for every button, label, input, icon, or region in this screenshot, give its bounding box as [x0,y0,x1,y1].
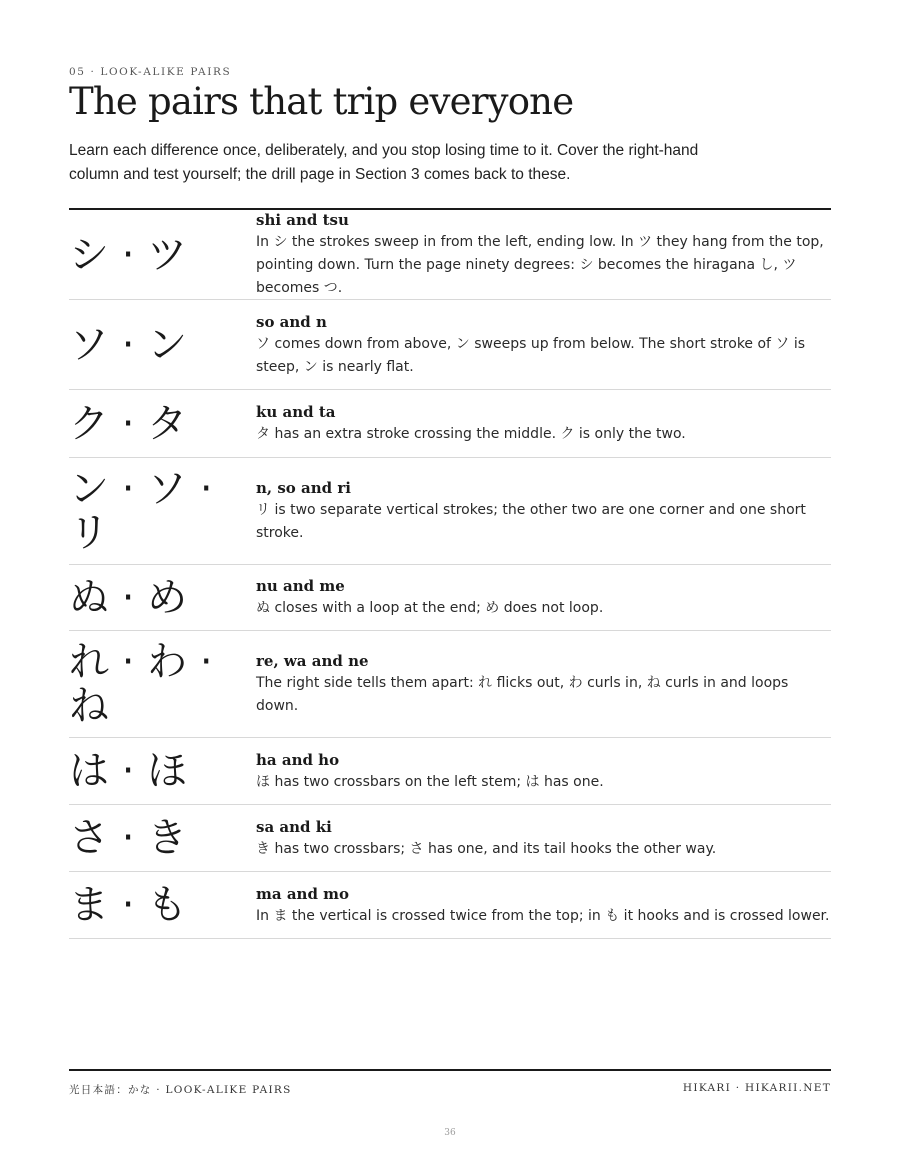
pair-description [256,209,831,300]
pair-explanation: In シ the strokes sweep in from the left, ending low. In ツ they hang from the top, pointing down. Turn the page ninety degrees: シ becomes the hiragana し, ツ becomes つ. [256,234,824,296]
pair-explanation: リ is two separate vertical strokes; the other two are one corner and one short stroke. [256,502,806,541]
intro-paragraph: Learn each difference once, deliberately, and you stop losing time to it. Cover the right-hand column and test yourself; the drill page in Section 3 comes back to these. [69,142,699,183]
page [69,0,831,1165]
pair-description [256,575,831,620]
pair-description [256,816,831,861]
pair-explanation: タ has an extra stroke crossing the middle. ク is only the two. [256,426,686,442]
pair-explanation: ぬ closes with a loop at the end; め does not loop. [256,600,604,616]
pair-characters: ま · も [69,882,188,928]
pair-description [256,883,831,928]
pair-explanation: き has two crossbars; さ has one, and its tail hooks the other way. [256,840,717,857]
pair-row [69,565,831,631]
pair-characters: ぬ · め [69,574,188,621]
pair-row [69,738,831,805]
pair-characters: シ · ツ [69,231,188,278]
pair-description [256,650,831,718]
footer-site: HIKARI · HIKARII.NET [682,1082,831,1094]
pair-row [69,210,831,300]
pair-characters: ソ · ン [69,321,188,368]
pair-title: ku and ta [256,403,336,421]
page-title: The pairs that trip everyone [69,80,574,123]
pair-title: n, so and ri [256,479,351,497]
pair-characters: さ · き [69,815,188,861]
pair-description [256,749,831,794]
pair-title: ma and mo [256,884,350,903]
pair-row [69,872,831,939]
pair-row [69,300,831,390]
pair-title: nu and me [256,577,345,595]
pair-row [69,458,831,565]
pair-title: sa and ki [256,817,332,836]
pair-title: ha and ho [256,750,340,769]
pair-description [256,311,831,379]
pair-row [69,631,831,738]
page-number: 36 [444,1128,456,1138]
pair-characters: ン · ソ · リ [69,466,213,556]
pairs-table [69,208,831,939]
pair-characters: ク · タ [69,400,188,447]
pair-explanation: ほ has two crossbars on the left stem; は has one. [256,773,604,790]
pair-explanation: ソ comes down from above, ン sweeps up from below. The short stroke of ソ is steep, ン is nearly flat. [256,335,806,375]
pair-explanation: The right side tells them apart: れ flicks out, わ curls in, ね curls in and loops down. [256,675,789,714]
footer-divider [69,1069,831,1071]
pair-title: re, wa and ne [256,652,369,670]
footer-book-title: 光日本語：かな · LOOK-ALIKE PAIRS [69,1084,292,1096]
pair-description [256,477,831,545]
pair-characters: は · ほ [69,748,188,794]
pair-description [256,401,831,446]
pair-row [69,390,831,458]
pair-title: shi and tsu [256,211,349,229]
pair-title: so and n [256,312,327,331]
pair-explanation: In ま the vertical is crossed twice from the top; in も it hooks and is crossed lower. [256,907,830,924]
pair-row [69,805,831,872]
pair-characters: れ · わ · ね [69,639,213,729]
section-eyebrow: 05 · LOOK-ALIKE PAIRS [69,66,232,78]
